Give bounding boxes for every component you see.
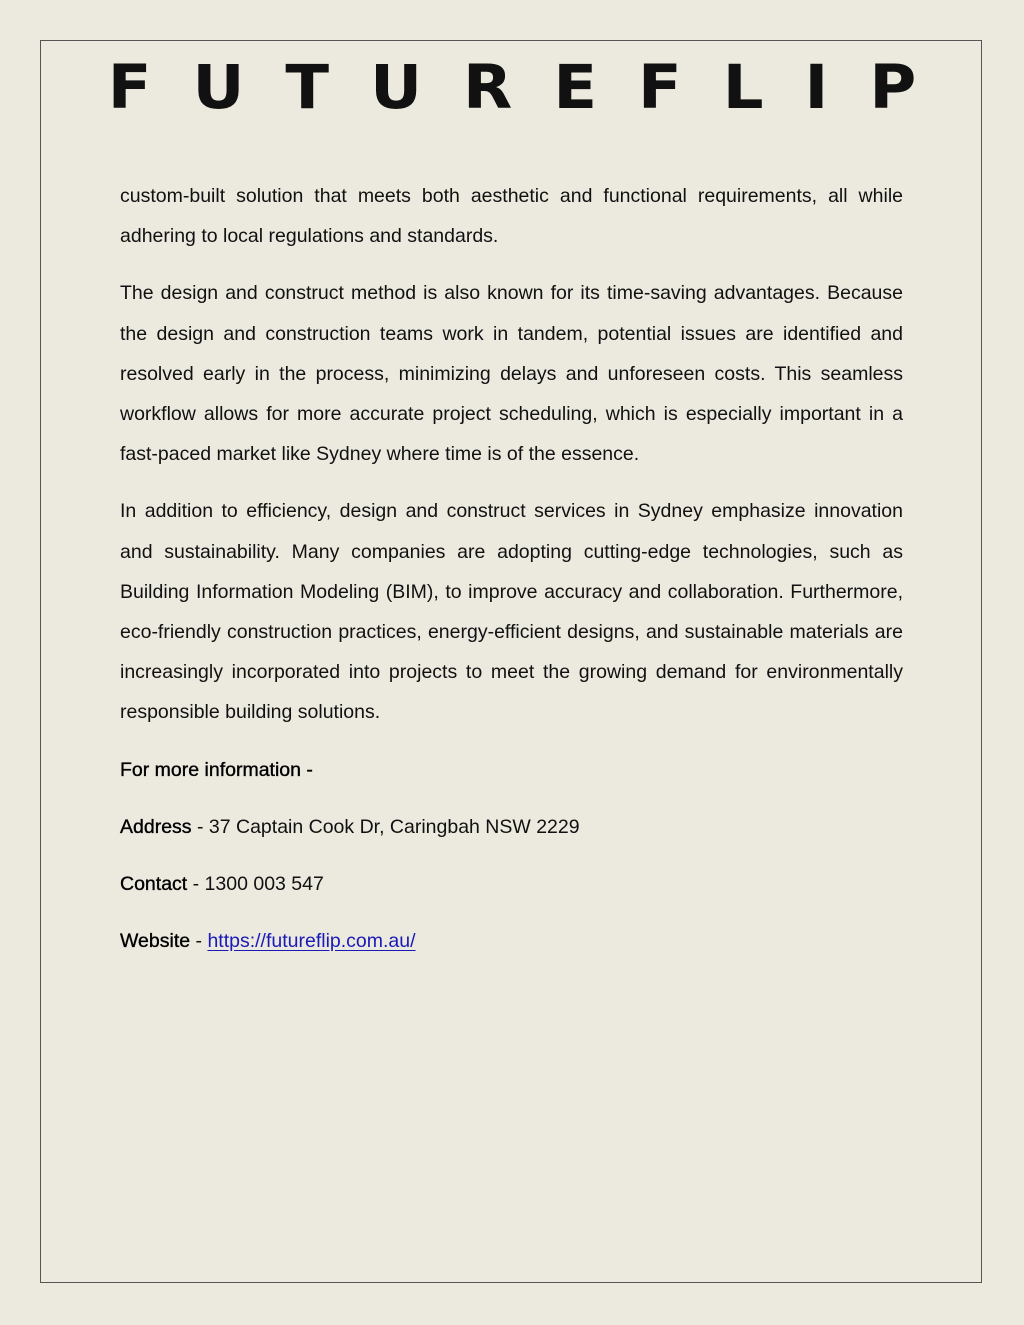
contact-phone: 1300 003 547 [204,873,324,896]
website-line [120,921,903,961]
futureflip-logo [0,53,1024,123]
website-separator: - [190,930,208,953]
website-link[interactable]: https://futureflip.com.au/ [207,930,416,953]
contact-line [120,864,903,904]
paragraph-intro-continuation: custom-built solution that meets both aesthetic and functional requirements, all while adhering to local regulations and standards. [120,185,903,248]
website-label: Website [120,930,191,953]
address-line [120,807,903,847]
address-value: 37 Captain Cook Dr, Caringbah NSW 2229 [208,815,580,838]
more-info-label: For more information - [120,758,313,781]
paragraph-time-saving: The design and construct method is also known for its time-saving advantages. Because the design and construction teams work in tandem, potential issues are identified and resolved early in the process, minimizing delays and unforeseen costs. This seamless workflow allows for more accurate project scheduling, which is especially important in a fast-paced market like Sydney where time is of the essence. [120,282,903,466]
contact-label: Contact [120,873,188,896]
more-info-heading [120,750,903,790]
document-body [120,176,903,978]
address-separator: - [191,815,209,838]
address-label: Address [120,815,192,838]
paragraph-innovation: In addition to efficiency, design and construct services in Sydney emphasize innovation and sustainability. Many companies are adopting cutting-edge technologies, such as Building Information Modeling (BIM), to improve accuracy and collaboration. Furthermore, eco-friendly construction practices, energy-efficient designs, and sustainable materials are increasingly incorporated into projects to meet the growing demand for environmentally responsible building solutions. [120,500,903,724]
logo-wordmark: FUTUREFLIP [107,52,958,124]
contact-separator: - [187,873,205,896]
